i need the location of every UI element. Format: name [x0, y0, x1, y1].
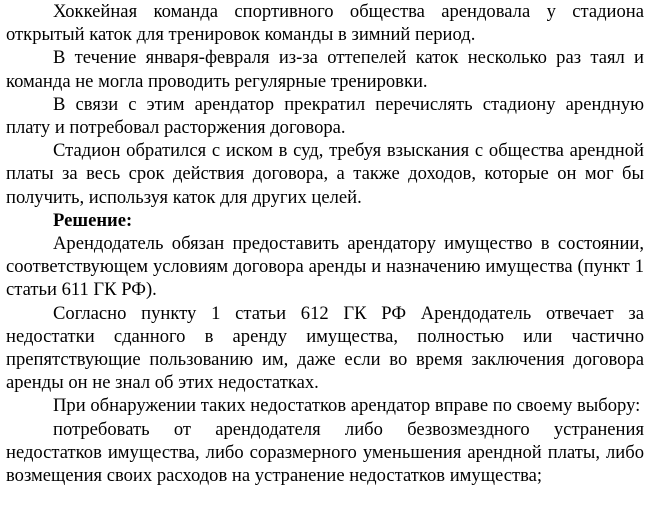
solution-paragraph-2: Согласно пункту 1 статьи 612 ГК РФ Арендодатель отвечает за недостатки сданного в аренду имущества, полностью или частично препятствующие пользованию им, даже если во время заключения договора аренды он не знал об этих недостатках.	[6, 302, 644, 394]
case-paragraph-1: Хоккейная команда спортивного общества арендовала у стадиона открытый каток для тренировок команды в зимний период.	[6, 1, 644, 46]
case-paragraph-2: В течение января-февраля из-за оттепелей каток несколько раз таял и команда не могла проводить регулярные тренировки.	[6, 47, 644, 92]
solution-heading: Решение:	[53, 209, 133, 231]
solution-paragraph-1: Арендодатель обязан предоставить арендатору имущество в состоянии, соответствующем условиям договора аренды и назначению имущества (пункт 1 статьи 611 ГК РФ).	[6, 233, 644, 301]
case-paragraph-3: В связи с этим арендатор прекратил перечислять стадиону арендную плату и потребовал расторжения договора.	[6, 93, 644, 139]
solution-paragraph-3: При обнаружении таких недостатков арендатор вправе по своему выбору:	[53, 395, 641, 417]
case-paragraph-4: Стадион обратился с иском в суд, требуя взыскания с общества арендной платы за весь срок действия договора, а также доходов, которые он мог бы получить, используя каток для других целей.	[6, 140, 644, 208]
solution-paragraph-4: потребовать от арендодателя либо безвозмездного устранения недостатков имущества, либо соразмерного уменьшения арендной платы, либо возмещения своих расходов на устранение недостатков имущества;	[6, 418, 644, 487]
